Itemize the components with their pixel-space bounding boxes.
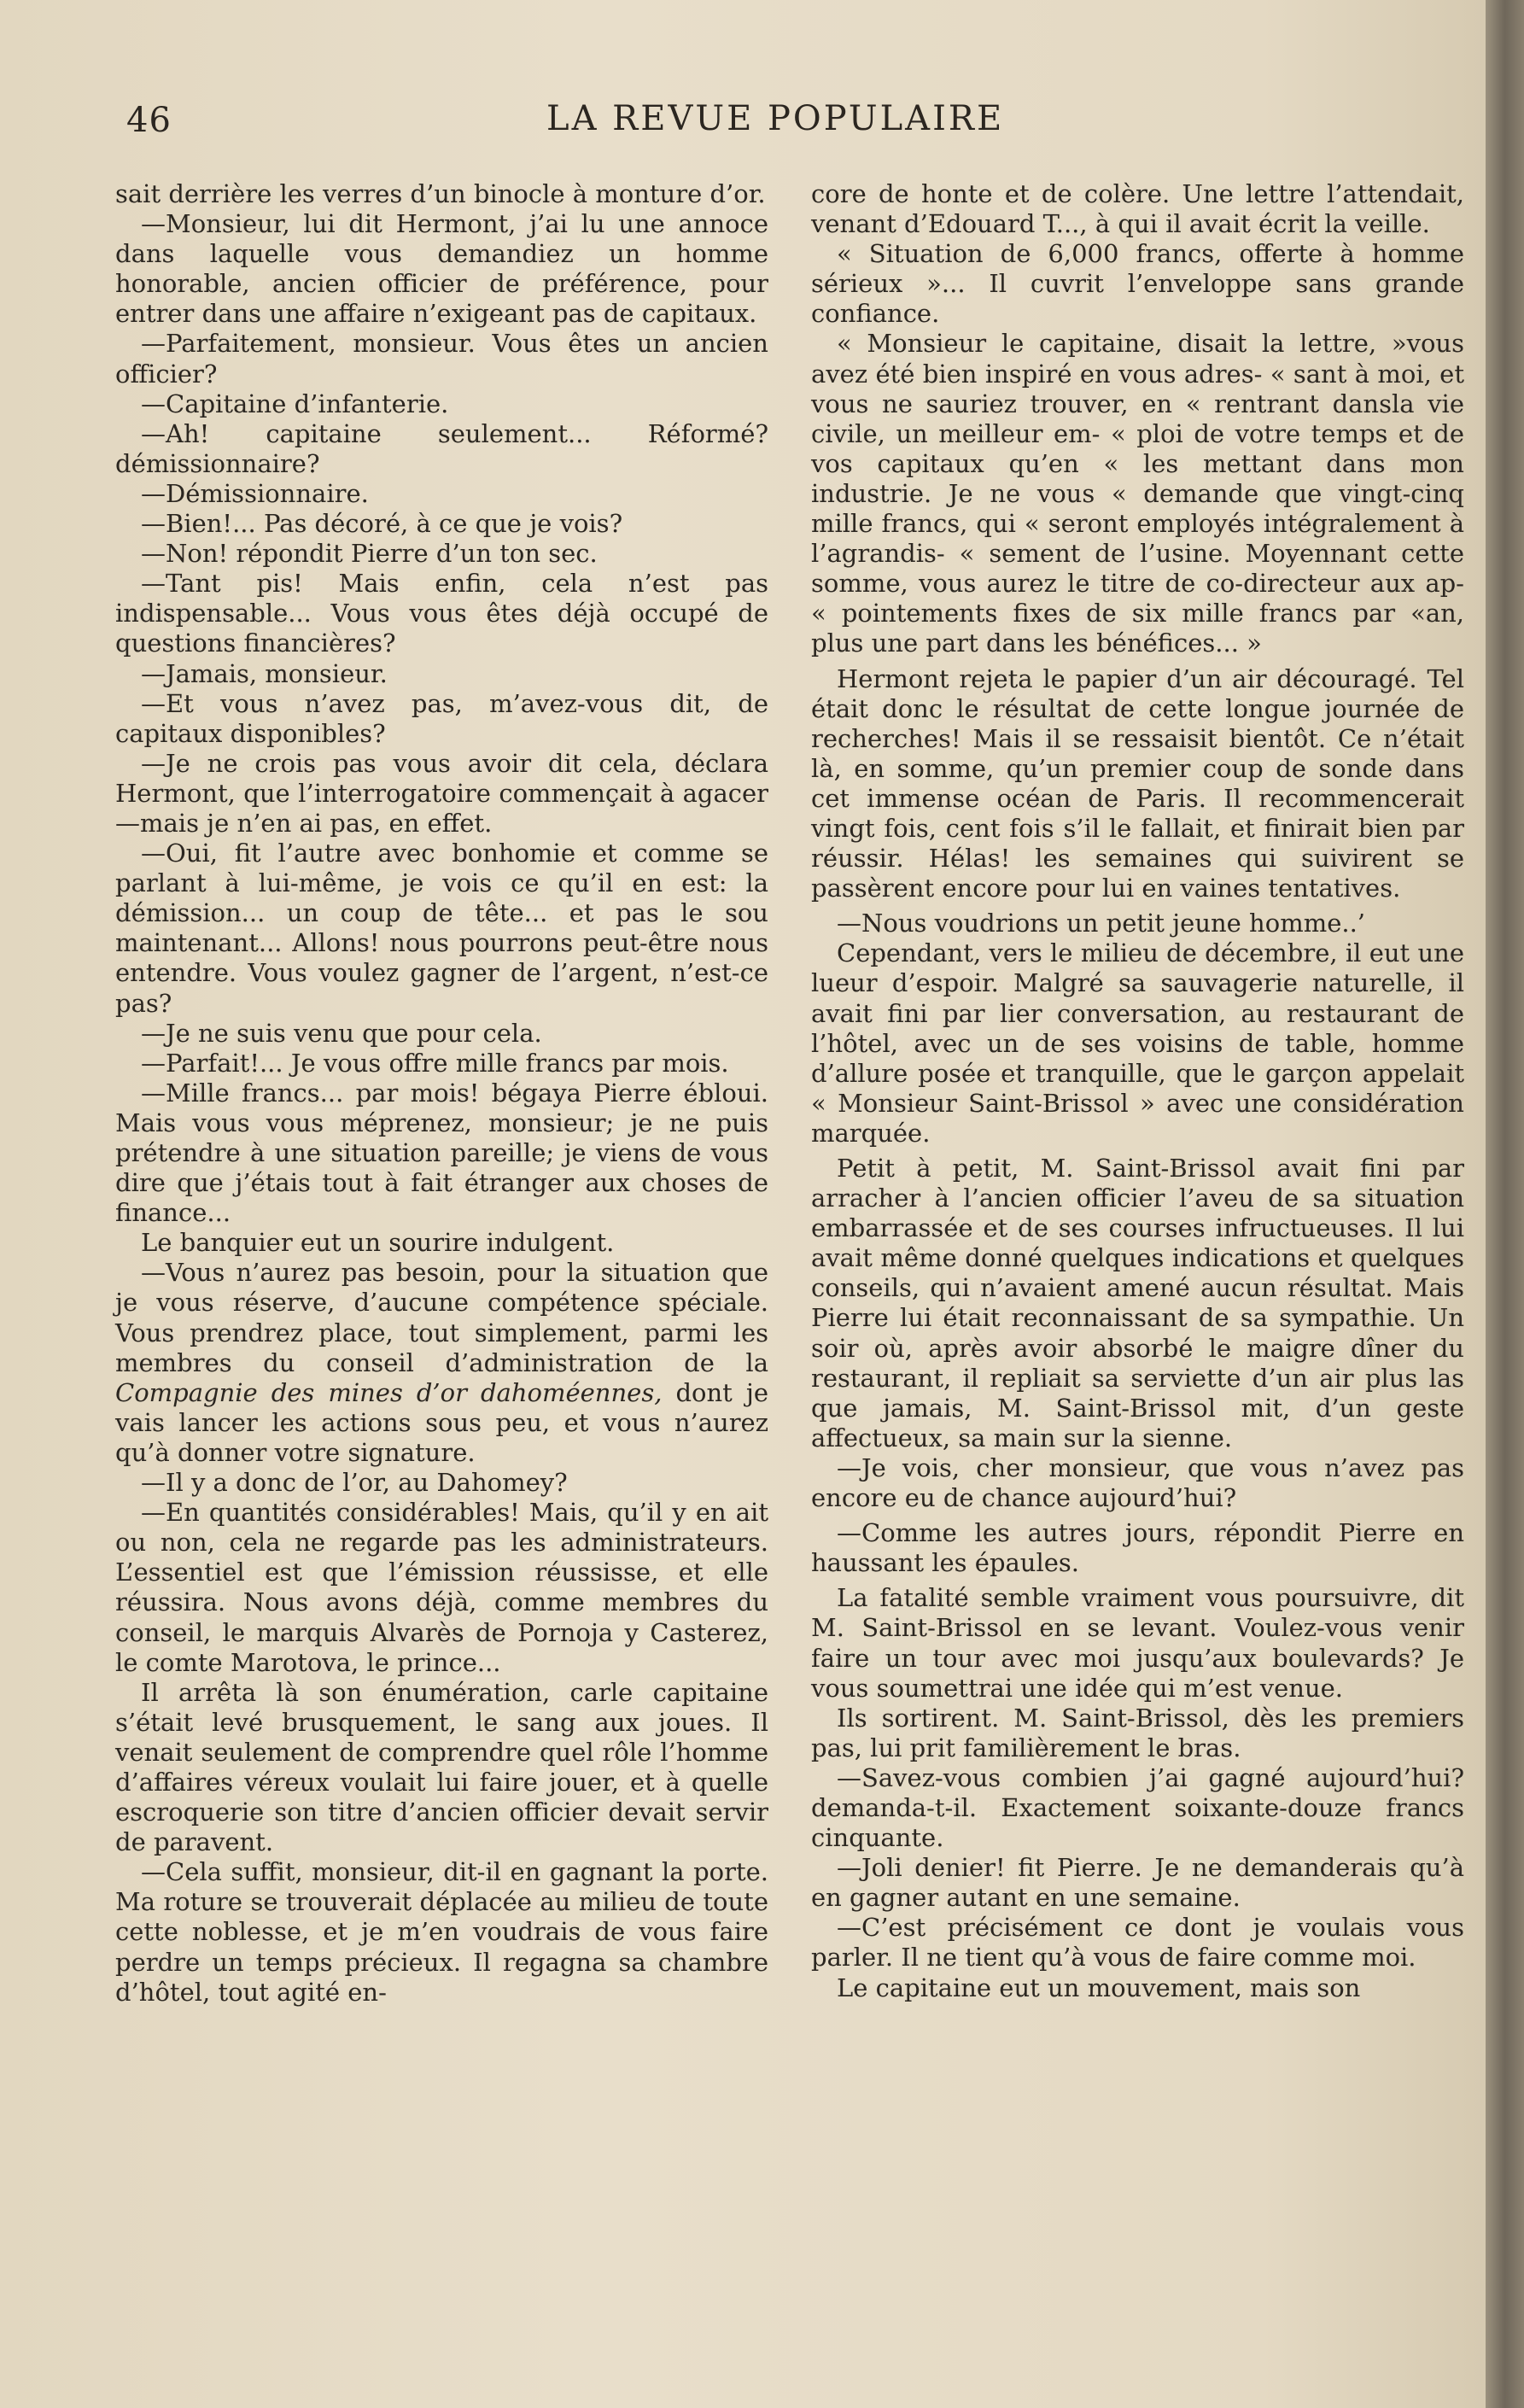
paragraph: —Je ne suis venu que pour cela. [141, 1018, 542, 1048]
right-column [811, 179, 1464, 2003]
paragraph: Cependant, vers le milieu de décembre, il eut une lueur d’espoir. Malgré sa sauvagerie naturelle, il avait fini par lier conversation, au restaurant de l’hôtel, avec un de ses voisins de table, homme d’allure posée et tranquille, que le garçon appelait « Monsieur Saint-Brissol » avec une considération marquée. [811, 938, 1464, 1148]
paragraph-text: dont je vais lancer les actions sous peu, et vous n’aurez qu’à donner votre signature. [115, 1377, 768, 1467]
paragraph: Le banquier eut un sourire indulgent. [141, 1228, 615, 1258]
company-name: Compagnie des mines d’or dahoméennes, [115, 1377, 663, 1407]
paragraph: —Il y a donc de l’or, au Dahomey? [141, 1468, 568, 1498]
paragraph: —Savez-vous combien j’ai gagné aujourd’hui? demanda-t-il. Exactement soixante-douze francs cinquante. [811, 1762, 1464, 1853]
paragraph: —Jamais, monsieur. [141, 658, 388, 688]
paragraph: —Comme les autres jours, répondit Pierre en haussant les épaules. [811, 1518, 1464, 1578]
paragraph: —Bien!... Pas décoré, à ce que je vois? [141, 509, 623, 539]
paragraph: —Non! répondit Pierre d’un ton sec. [141, 539, 598, 569]
left-column [115, 179, 768, 2008]
paragraph: —Tant pis! Mais enfin, cela n’est pas indispensable... Vous vous êtes déjà occupé de questions financières? [115, 569, 768, 658]
paragraph: —Parfait!... Je vous offre mille francs par mois. [141, 1048, 729, 1078]
paragraph: —Mille francs... par mois! bégaya Pierre ébloui. Mais vous vous méprenez, monsieur; je ne puis prétendre à une situation pareille; je viens de vous dire que j’étais tout à fait étranger aux choses de finance... [115, 1078, 768, 1228]
paragraph: Le capitaine eut un mouvement, mais son [837, 1973, 1361, 2002]
paragraph: Petit à petit, M. Saint-Brissol avait fini par arracher à l’ancien officier l’aveu de sa situation embarrassée et de ses courses infructueuses. Il lui avait même donné quelques indications et quelques conseils, qui n’avaient amené aucun résultat. Mais Pierre lui était reconnaissant de sa sympathie. Un soir où, après avoir absorbé le maigre dîner du restaurant, il repliait sa serviette d’un air plus las que jamais, M. Saint-Brissol mit, d’un geste affectueux, sa main sur la sienne. [811, 1154, 1464, 1452]
paragraph: La fatalité semble vraiment vous poursuivre, dit M. Saint-Brissol en se levant. Voulez-vous venir faire un tour avec moi jusqu’aux boulevards? Je vous soumettrai une idée qui m’est venue. [811, 1583, 1464, 1703]
paragraph: core de honte et de colère. Une lettre l’attendait, venant d’Edouard T..., à qui il avait écrit la veille. [811, 179, 1464, 239]
paragraph: « Situation de 6,000 francs, offerte à homme sérieux »... Il cuvrit l’enveloppe sans grande confiance. [811, 239, 1464, 329]
paragraph: sait derrière les verres d’un binocle à monture d’or. [115, 179, 766, 208]
paragraph: —Cela suffit, monsieur, dit-il en gagnant la porte. Ma roture se trouverait déplacée au milieu de toute cette noblesse, et je m’en voudrais de vous faire perdre un temps précieux. Il regagna sa chambre d’hôtel, tout agité en- [115, 1857, 768, 2007]
paragraph: Hermont rejeta le papier d’un air découragé. Tel était donc le résultat de cette longue journée de recherches! Mais il se ressaisit bientôt. Ce n’était là, en somme, qu’un premier coup de sonde dans cet immense océan de Paris. Il recommencerait vingt fois, cent fois s’il le fallait, et finirait bien par réussir. Hélas! les semaines qui suivirent se passèrent encore pour lui en vaines tentatives. [811, 663, 1464, 903]
paragraph: —Nous voudrions un petit jeune homme..’ [837, 909, 1366, 938]
paragraph: —Je vois, cher monsieur, que vous n’avez pas encore eu de chance aujourd’hui? [811, 1452, 1464, 1513]
paragraph: —Oui, fit l’autre avec bonhomie et comme se parlant à lui-même, je vois ce qu’il en est: la démission... un coup de tête... et pas le sou maintenant... Allons! nous pourrons peut-être nous entendre. Vous voulez gagner de l’argent, n’est-ce pas? [115, 839, 768, 1018]
paragraph: —Et vous n’avez pas, m’avez-vous dit, de capitaux disponibles? [115, 688, 768, 748]
paragraph: —C’est précisément ce dont je voulais vous parler. Il ne tient qu’à vous de faire comme moi. [811, 1913, 1464, 1973]
paragraph: —Joli denier! fit Pierre. Je ne demanderais qu’à en gagner autant en une semaine. [811, 1853, 1464, 1913]
paragraph: Ils sortirent. M. Saint-Brissol, dès les premiers pas, lui prit familièrement le bras. [811, 1703, 1464, 1762]
paragraph: —Démissionnaire. [141, 478, 369, 508]
book-binding-edge [1486, 0, 1524, 2408]
paragraph: Il arrêta là son énumération, carle capitaine s’était levé brusquement, le sang aux joues. Il venait seulement de comprendre quel rôle l’homme d’affaires véreux voulait lui faire jouer, et à quelle escroquerie son titre d’ancien officier devait servir de paravent. [115, 1677, 768, 1857]
paragraph: —Monsieur, lui dit Hermont, j’ai lu une annoce dans laquelle vous demandiez un homme honorable, ancien officier de préférence, pour entrer dans une affaire n’exigeant pas de capitaux. [115, 209, 768, 329]
running-title: LA REVUE POPULAIRE [546, 99, 1005, 138]
paragraph: —En quantités considérables! Mais, qu’il y en ait ou non, cela ne regarde pas les administrateurs. L’essentiel est que l’émission réussisse, et elle réussira. Nous avons déjà, comme membres du conseil, le marquis Alvarès de Pornoja y Casterez, le comte Marotova, le prince... [115, 1498, 768, 1677]
paragraph: —Capitaine d’infanterie. [141, 389, 449, 418]
paragraph-with-company-name [115, 1258, 768, 1468]
paragraph: —Ah! capitaine seulement... Réformé? démissionnaire? [115, 418, 768, 478]
page-number: 46 [126, 101, 172, 140]
page-header [120, 94, 1469, 154]
paragraph: —Parfaitement, monsieur. Vous êtes un ancien officier? [115, 329, 768, 389]
letter-quote: « Monsieur le capitaine, disait la lettre, »vous avez été bien inspiré en vous adres- « sant à moi, et vous ne sauriez trouver, en « rentrant dansla vie civile, un meilleur em- « ploi de votre temps et de vos capitaux qu’en « les mettant dans mon industrie. Je ne vous « demande que vingt-cinq mille francs, qui « seront employés intégralement à l’agrandis- « sement de l’usine. Moyennant cette somme, vous aurez le titre de co-directeur aux ap- « pointements fixes de six mille francs par «an, plus une part dans les bénéfices... » [811, 329, 1464, 658]
paragraph: —Je ne crois pas vous avoir dit cela, déclara Hermont, que l’interrogatoire commençait à agacer—mais je n’en ai pas, en effet. [115, 748, 768, 838]
paragraph-text: —Vous n’aurez pas besoin, pour la situation que je vous réserve, d’aucune compétence spéciale. Vous prendrez place, tout simplement, parmi les membres du conseil d’administration de la [115, 1258, 768, 1377]
